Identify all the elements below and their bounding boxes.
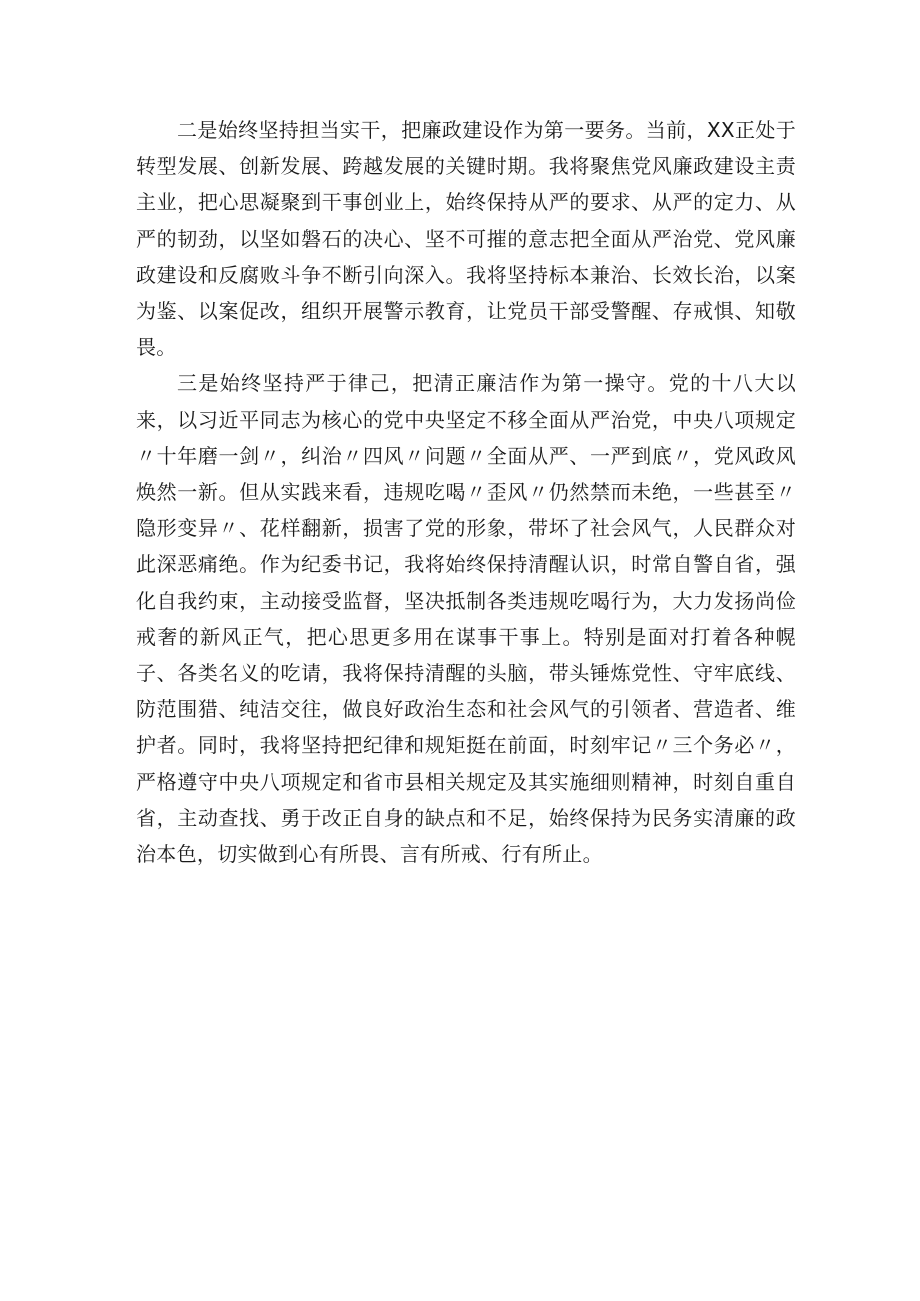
document-body — [136, 112, 796, 872]
paragraph-two-responsibility: 二是始终坚持担当实干，把廉政建设作为第一要务。当前，XX正处于转型发展、创新发展、跨越发展的关键时期。我将聚焦党风廉政建设主责主业，把心思凝聚到干事创业上，始终保持从严的要求、从严的定力、从严的韧劲，以坚如磐石的决心、坚不可摧的意志把全面从严治党、党风廉政建设和反腐败斗争不断引向深入。我将坚持标本兼治、长效长治，以案为鉴、以案促改，组织开展警示教育，让党员干部受警醒、存戒惧、知敬畏。 — [136, 118, 796, 360]
paragraph-three-self-discipline: 三是始终坚持严于律己，把清正廉洁作为第一操守。党的十八大以来，以习近平同志为核心的党中央坚定不移全面从严治党，中央八项规定〃十年磨一剑〃，纠治〃四风〃问题〃全面从严、一严到底〃，党风政风焕然一新。但从实践来看，违规吃喝〃歪风〃仍然禁而未绝，一些甚至〃隐形变异〃、花样翻新，损害了党的形象，带坏了社会风气，人民群众对此深恶痛绝。作为纪委书记，我将始终保持清醒认识，时常自警自省，强化自我约束，主动接受监督，坚决抵制各类违规吃喝行为，大力发扬尚俭戒奢的新风正气，把心思更多用在谋事干事上。特别是面对打着各种幌子、各类名义的吃请，我将保持清醒的头脑，带头锤炼党性、守牢底线、防范围猎、纯洁交往，做良好政治生态和社会风气的引领者、营造者、维护者。同时，我将坚持把纪律和规矩挺在前面，时刻牢记〃三个务必〃，严格遵守中央八项规定和省市县相关规定及其实施细则精神，时刻自重自省，主动查找、勇于改正自身的缺点和不足，始终保持为民务实清廉的政治本色，切实做到心有所畏、言有所戒、行有所止。 — [136, 371, 796, 867]
